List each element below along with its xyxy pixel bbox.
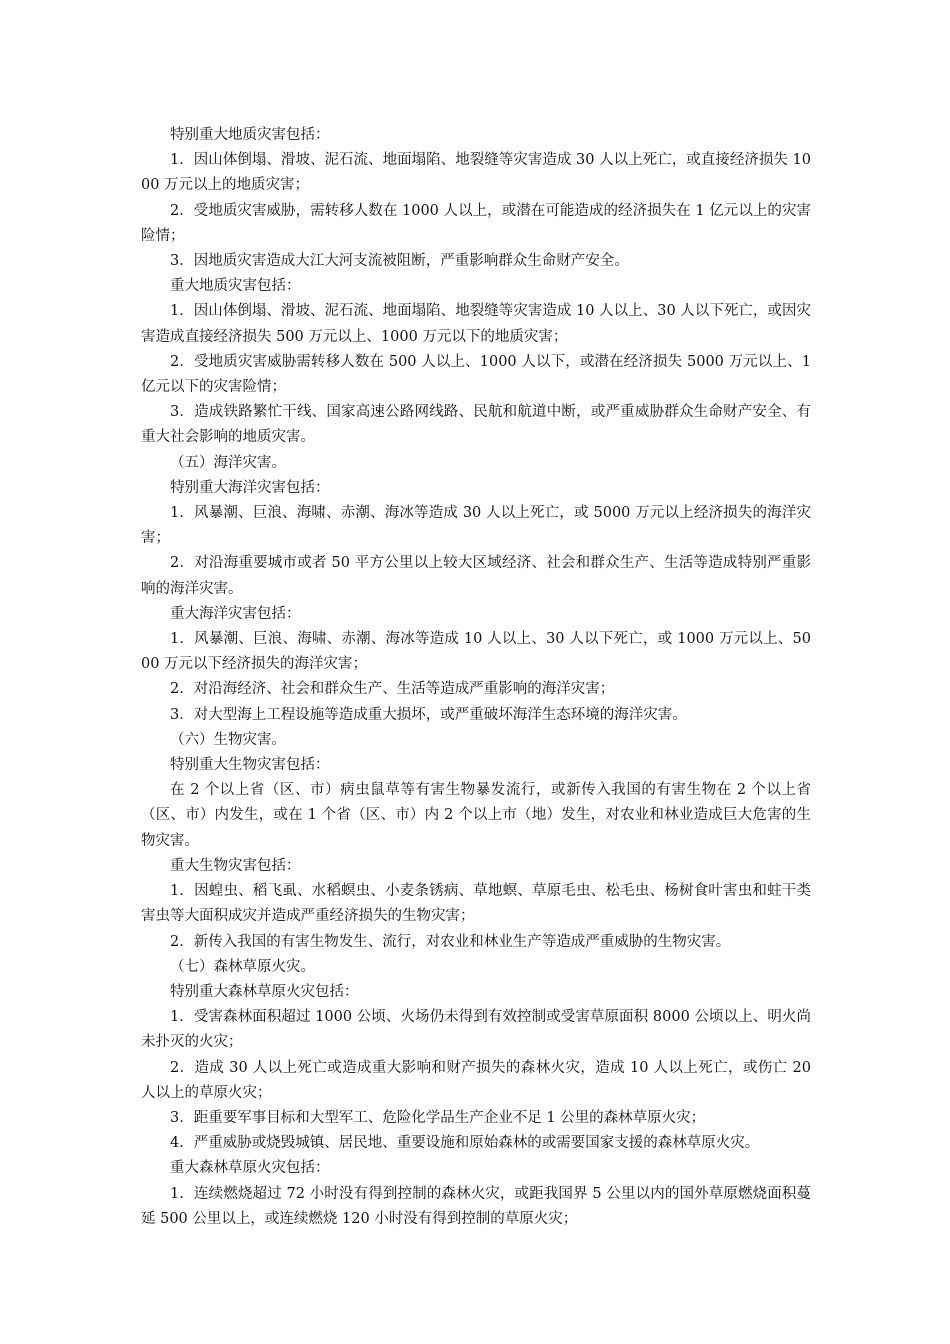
paragraph: 重大地质灾害包括：	[170, 278, 301, 295]
paragraph: 重大森林草原火灾包括：	[170, 1160, 330, 1177]
paragraph: 1．风暴潮、巨浪、海啸、赤潮、海冰等造成 30 人以上死亡，或 5000 万元以上经济损失的海洋灾害；	[141, 505, 811, 547]
paragraph: 特别重大森林草原火灾包括：	[170, 983, 359, 1000]
paragraph: 3．造成铁路繁忙干线、国家高速公路网线路、民航和航道中断，或严重威胁群众生命财产安全、有重大社会影响的地质灾害。	[141, 404, 811, 446]
paragraph: 2．受地质灾害威胁需转移人数在 500 人以上、1000 人以下，或潜在经济损失 5000 万元以上、1 亿元以下的灾害险情；	[141, 353, 811, 396]
paragraph: 2．造成 30 人以上死亡或造成重大影响和财产损失的森林火灾，造成 10 人以上死亡，或伤亡 20 人以上的草原火灾；	[141, 1059, 811, 1101]
paragraph: 1．因山体倒塌、滑坡、泥石流、地面塌陷、地裂缝等灾害造成 10 人以上、30 人以下死亡，或因灾害造成直接经济损失 500 万元以上、1000 万元以下的地质灾害；	[141, 303, 811, 345]
paragraph: 3．距重要军事目标和大型军工、危险化学品生产企业不足 1 公里的森林草原火灾；	[170, 1109, 706, 1126]
paragraph: 特别重大生物灾害包括：	[170, 757, 330, 774]
paragraph: 3．对大型海上工程设施等造成重大损坏，或严重破坏海洋生态环境的海洋灾害。	[170, 706, 687, 723]
document-body	[141, 123, 811, 1232]
paragraph: 特别重大地质灾害包括：	[170, 127, 330, 143]
paragraph: 1．因山体倒塌、滑坡、泥石流、地面塌陷、地裂缝等灾害造成 30 人以上死亡，或直接经济损失 1000 万元以上的地质灾害；	[141, 152, 811, 194]
paragraph: 2．对沿海重要城市或者 50 平方公里以上较大区域经济、社会和群众生产、生活等造成特别严重影响的海洋灾害。	[141, 555, 811, 597]
section-heading: （六）生物灾害。	[170, 731, 286, 748]
section-heading: （五）海洋灾害。	[170, 454, 286, 471]
paragraph: 3．因地质灾害造成大江大河支流被阻断，严重影响群众生命财产安全。	[170, 253, 629, 270]
paragraph: 1．受害森林面积超过 1000 公顷、火场仍未得到有效控制或受害草原面积 8000 公顷以上、明火尚未扑灭的火灾；	[141, 1009, 811, 1051]
section-heading: （七）森林草原火灾。	[170, 958, 315, 975]
paragraph: 1．连续燃烧超过 72 小时没有得到控制的森林火灾，或距我国界 5 公里以内的国外草原燃烧面积蔓延 500 公里以上，或连续燃烧 120 小时没有得到控制的草原火灾；	[141, 1185, 811, 1227]
paragraph: 1．因蝗虫、稻飞虱、水稻螟虫、小麦条锈病、草地螟、草原毛虫、松毛虫、杨树食叶害虫和蛀干类害虫等大面积成灾并造成严重经济损失的生物灾害；	[141, 883, 811, 925]
paragraph: 2．新传入我国的有害生物发生、流行，对农业和林业生产等造成严重威胁的生物灾害。	[170, 933, 731, 950]
paragraph: 重大生物灾害包括：	[170, 857, 301, 874]
paragraph: 2．对沿海经济、社会和群众生产、生活等造成严重影响的海洋灾害；	[170, 681, 615, 698]
paragraph: 1．风暴潮、巨浪、海啸、赤潮、海冰等造成 10 人以上、30 人以下死亡，或 1000 万元以上、5000 万元以下经济损失的海洋灾害；	[141, 631, 811, 673]
paragraph: 特别重大海洋灾害包括：	[170, 479, 330, 496]
paragraph: 2．受地质灾害威胁，需转移人数在 1000 人以上，或潜在可能造成的经济损失在 1 亿元以上的灾害险情；	[141, 202, 811, 244]
paragraph: 重大海洋灾害包括：	[170, 605, 301, 622]
paragraph: 在 2 个以上省（区、市）病虫鼠草等有害生物暴发流行，或新传入我国的有害生物在 2 个以上省（区、市）内发生，或在 1 个省（区、市）内 2 个以上市（地）发生，对农业和林业造成巨大危害的生物灾害。	[141, 782, 811, 849]
paragraph: 4．严重威胁或烧毁城镇、居民地、重要设施和原始森林的或需要国家支援的森林草原火灾。	[170, 1135, 760, 1152]
